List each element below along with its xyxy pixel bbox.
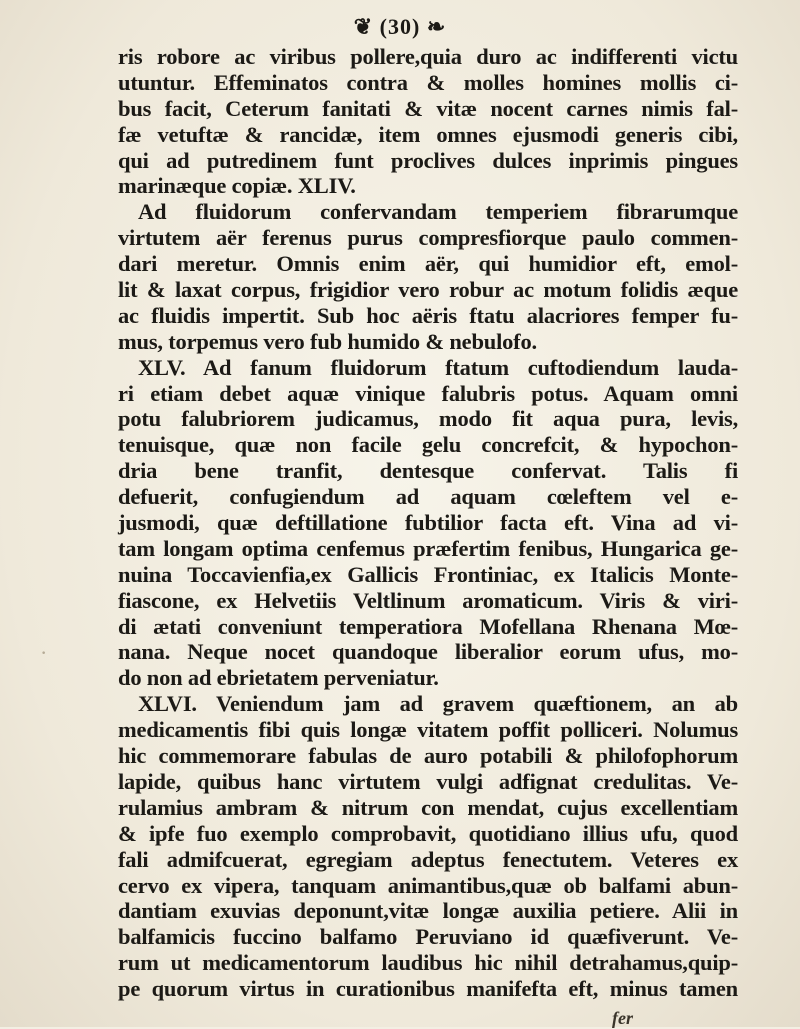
text-line: dria bene tranfit, dentesque confervat. Talis fi (118, 458, 738, 484)
text-line: di ætati conveniunt temperatiora Mofellana Rhenana Mœ- (118, 613, 738, 639)
text-line: & ipfe fuo exemplo comprobavit, quotidiano illius ufu, quod (118, 820, 738, 846)
text-line: ri etiam debet aquæ vinique falubris potus. Aquam omni (118, 380, 738, 406)
text-line: defuerit, confugiendum ad aquam cœleftem vel e- (118, 484, 738, 510)
text-line: fali admifcuerat, egregiam adeptus fenectutem. Veteres ex (118, 846, 738, 872)
text-line: Ad fluidorum confervandam temperiem fibrarumque (138, 199, 738, 225)
catchword: fer (612, 1008, 633, 1028)
body-text (118, 44, 738, 1002)
text-line: dantiam exuvias deponunt,vitæ longæ auxilia petiere. Alii in (118, 898, 738, 924)
text-line: rum ut medicamentorum laudibus hic nihil detrahamus,quip- (118, 950, 738, 976)
text-line: nana. Neque nocet quandoque liberalior eorum ufus, mo- (118, 639, 738, 665)
text-line: hic commemorare fabulas de auro potabili & philofophorum (118, 743, 738, 769)
text-line: fæ vetuftæ & rancidæ, item omnes ejusmodi generis cibi, (118, 121, 738, 147)
text-line: qui ad putredinem funt proclives dulces inprimis pingues (118, 147, 738, 173)
fleuron-right-icon: ❧ (420, 14, 447, 39)
page-number: (30) (379, 14, 421, 39)
text-line: mus, torpemus vero fub humido & nebulofo. (118, 328, 537, 354)
text-line: bus facit, Ceterum fanitati & vitæ nocent carnes nimis fal- (118, 95, 738, 121)
text-line: nuina Toccavienfia,ex Gallicis Frontiniac, ex Italicis Monte- (118, 561, 738, 587)
text-line: tam longam optima cenfemus præfertim fenibus, Hungarica ge- (118, 535, 738, 561)
text-line: XLV. Ad fanum fluidorum ftatum cuftodiendum lauda- (138, 354, 738, 380)
text-line: balfamicis fuccino balfamo Peruviano id quæfiverunt. Ve- (118, 924, 738, 950)
page-header (0, 14, 800, 40)
text-line: lapide, quibus hanc virtutem vulgi adfignat credulitas. Ve- (118, 768, 738, 794)
text-line: rulamius ambram & nitrum con mendat, cujus excellentiam (118, 794, 738, 820)
text-line: do non ad ebrietatem perveniatur. (118, 665, 439, 691)
text-line: medicamentis fibi quis longæ vitatem poffit polliceri. Nolumus (118, 717, 738, 743)
text-line: pe quorum virtus in curationibus manifefta eft, minus tamen (118, 976, 738, 1002)
fleuron-left-icon: ❦ (353, 14, 380, 39)
text-line: XLVI. Veniendum jam ad gravem quæftionem, an ab (138, 691, 738, 717)
text-line: utuntur. Effeminatos contra & molles homines mollis ci- (118, 69, 738, 95)
text-line: tenuisque, quæ non facile gelu concrefcit, & hypochon- (118, 432, 738, 458)
text-line: lit & laxat corpus, frigidior vero robur ac motum folidis æque (118, 277, 738, 303)
text-line: ac fluidis impertit. Sub hoc aëris ftatu alacriores femper fu- (118, 302, 738, 328)
text-line: potu falubriorem judicamus, modo fit aqua pura, levis, (118, 406, 738, 432)
text-line: fiascone, ex Helvetiis Veltlinum aromaticum. Viris & viri- (118, 587, 738, 613)
text-line: marinæque copiæ. XLIV. (118, 173, 356, 199)
text-line: ris robore ac viribus pollere,quia duro ac indifferenti victu (118, 44, 738, 69)
margin-mark: · (40, 640, 48, 665)
text-line: virtutem aër ferenus purus compresfiorque paulo commen- (118, 225, 738, 251)
text-line: dari meretur. Omnis enim aër, qui humidior eft, emol- (118, 251, 738, 277)
text-line: jusmodi, quæ deftillatione fubtilior facta eft. Vina ad vi- (118, 510, 738, 536)
text-line: cervo ex vipera, tanquam animantibus,quæ ob balfami abun- (118, 872, 738, 898)
